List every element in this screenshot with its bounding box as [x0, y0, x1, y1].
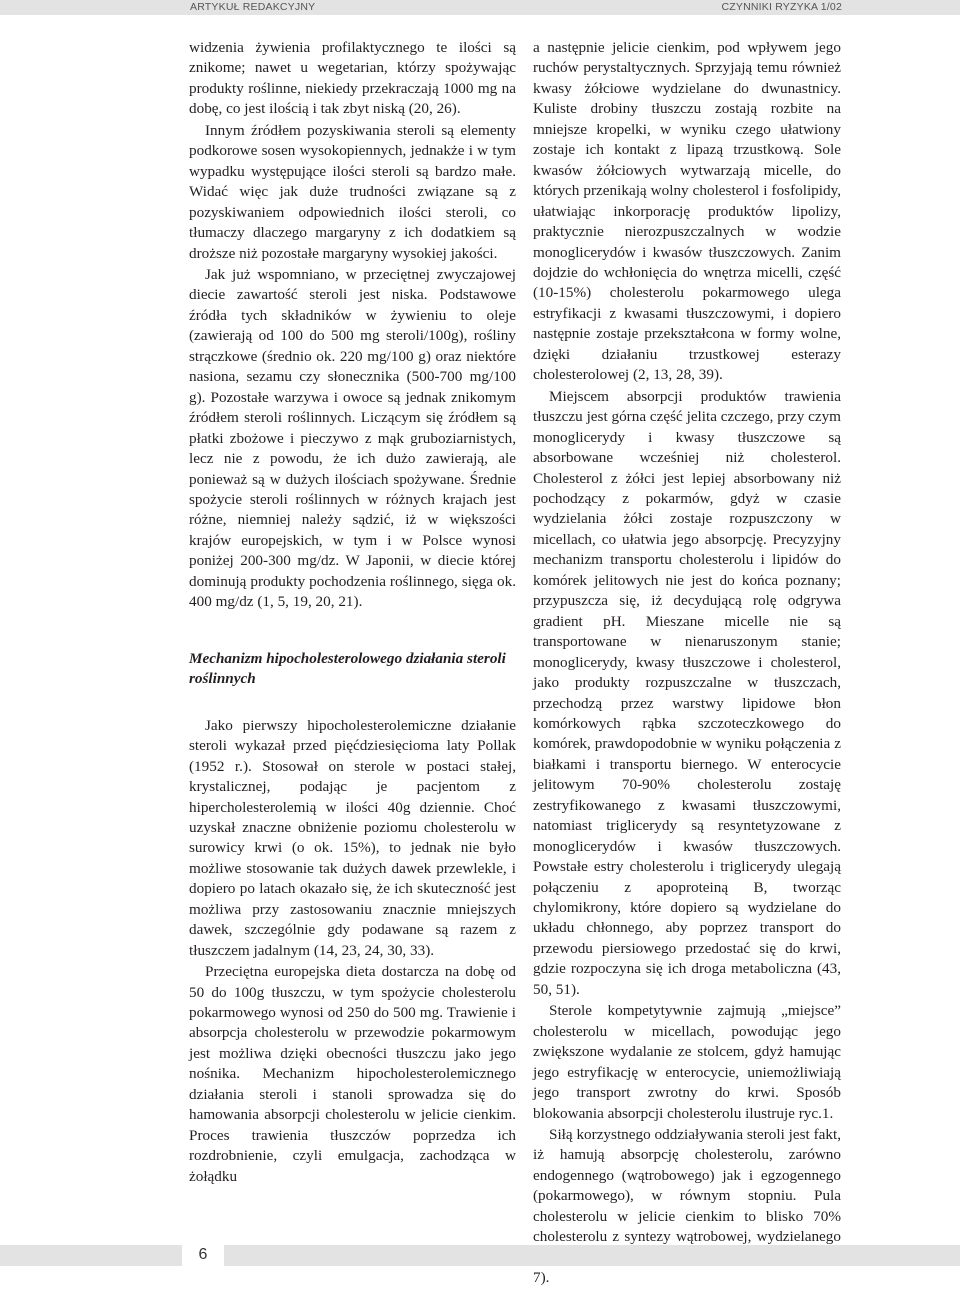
- paragraph: Innym źródłem pozyskiwania steroli są elementy podkorowe sosen wysokopiennych, jednakże i w tym wypadku występujące ilości steroli są bardzo małe. Widać więc jak duże trudności związane są z pozyskiwaniem odpowiednich ilości steroli, co tłumaczy dlaczego margaryny z ich dodatkiem są droższe niż pozostałe margaryny wysokiej jakości.: [189, 121, 516, 262]
- paragraph: a następnie jelicie cienkim, pod wpływem jego ruchów perystaltycznych. Sprzyjają temu również kwasy żółciowe wydzielane do dwunastnicy. Kuliste drobiny tłuszczu zostają rozbite na mniejsze kropelki, w wyniku czego ułatwiony zostaje ich kontakt z lipazą trzustkową. Sole kwasów żółciowych wytwarzają micelle, do których przenikają wolny cholesterol i fosfolipidy, ułatwiając inkorporację produktów lipolizy, praktycznie nierozpuszczalnych w wodzie monoglicerydów i kwasów tłuszczowych. Zanim dojdzie do wchłonięcia do wnętrza micelli, część (10-15%) cholesterolu pokarmowego ulega estryfikacji z kwasami tłuszczowymi, i dopiero następnie zostaje przekształcona w formy wolne, dzięki działaniu trzustkowej esterazy cholesterolowej (2, 13, 28, 39).: [533, 39, 841, 384]
- left-column: [189, 38, 516, 1187]
- paragraph: Przeciętna europejska dieta dostarcza na dobę od 50 do 100g tłuszczu, w tym spożycie cholesterolu pokarmowego wynosi od 250 do 500 mg. Trawienie i absorpcja cholesterolu w przewodzie pokarmowym jest możliwa dzięki obecności tłuszczu jako jego nośnika. Mechanizm hipocholesterolemicznego działania steroli i stanoli sprowadza się do hamowania absorpcji cholesterolu w jelicie cienkim. Proces trawienia tłuszczów poprzedza ich rozdrobnienie, czyli emulgacja, zachodząca w żołądku: [189, 963, 516, 1185]
- footer-band: [0, 1245, 960, 1266]
- running-header: [0, 0, 960, 15]
- paragraph: Sterole kompetytywnie zajmują „miejsce” cholesterolu w micellach, powodując jego zwiększone wydalanie ze stolcem, gdyż hamując jego estryfikację w enterocycie, uniemożliwiają jego transport zwrotny do krwi. Sposób blokowania absorpcji cholesterolu ilustruje ryc.1.: [533, 1002, 841, 1122]
- paragraph: Miejscem absorpcji produktów trawienia tłuszczu jest górna część jelita czczego, przy czym monoglicerydy i kwasy tłuszczowe są absorbowane wcześniej niż cholesterol. Cholesterol z żółci jest lepiej absorbowany niż pochodzący z pokarmów, gdyż w czasie wydzielania żółci zostaje rozpuszczony w micellach, co ułatwia jego absorpcję. Precyzyjny mechanizm transportu cholesterolu i lipidów do komórek jelitowych nie jest do końca poznany; przypuszcza się, iż decydującą rolę odgrywa gradient pH. Mieszane micelle nie są transportowane w nienaruszonym stanie; monoglicerydy, kwasy tłuszczowe i cholesterol, jako produkty rozpuszczalne w tłuszczach, przechodzą przez warstwy lipidowe błon komórkowych rąbka szczoteczkowego do komórek, prawdopodobnie w wyniku połączenia z białkami i transportu biernego. W enterocycie jelitowym 70-90% cholesterolu zostaję zestryfikowanego z kwasami tłuszczowymi, natomiast triglicerydy są resyntetyzowane z monoglicerydów i kwasów tłuszczowych. Powstałe estry cholesterolu i triglicerydy ulegają połączeniu z apoproteiną B, tworząc chylomikrony, które dopiero są wydzielane do układu chłonnego, aby poprzez transport do przewodu piersiowego przedostać się do krwi, gdzie rozpoczyna się ich droga metaboliczna (43, 50, 51).: [533, 387, 841, 998]
- paragraph: widzenia żywienia profilaktycznego te ilości są znikome; nawet u wegetarian, którzy spożywając produkty roślinne, niekiedy przekraczają 1000 mg na dobę, co jest ilością i tak zbyt niską (20, 26).: [189, 39, 516, 118]
- section-heading: Mechanizm hipocholesterolowego działania steroli roślinnych: [189, 649, 506, 688]
- section-label: ARTYKUŁ REDAKCYJNY: [190, 1, 316, 13]
- paragraph: Siłą korzystnego oddziaływania steroli jest fakt, iż hamują absorpcję cholesterolu, zarówno endogennego (wątrobowego) jak i egzogennego (pokarmowego), w równym stopniu. Pula cholesterolu w jelicie cienkim to blisko 70% cholesterolu z syntezy wątrobowej, wydzielanego 7).: [533, 1126, 841, 1287]
- page-number: 6: [182, 1243, 224, 1266]
- journal-issue-label: CZYNNIKI RYZYKA 1/02: [721, 1, 842, 13]
- paragraph: Jak już wspomniano, w przeciętnej zwyczajowej diecie zawartość steroli jest niska. Podstawowe źródła tych składników w żywieniu to oleje (zawierają od 100 do 500 mg steroli/100g), rośliny strączkowe (średnio ok. 220 mg/100 g) oraz niektóre nasiona, sezamu czy słonecznika (500-700 mg/100 g). Pozostałe warzywa i owoce są jednak znikomym źródłem steroli roślinnych. Liczącym się źródłem są płatki zbożowe i pieczywo z mąk gruboziarnistych, lecz nie z powodu, że ich dużo zawierają, ale ponieważ są w dużych ilościach spożywane. Średnie spożycie steroli roślinnych w różnych krajach jest różne, niemniej należy sądzić, iż w większości krajów europejskich, w tym i w Polsce wynosi poniżej 200-300 mg/dz. W Japonii, w diecie której dominują produkty pochodzenia roślinnego, sięga ok. 400 mg/dz (1, 5, 19, 20, 21).: [189, 265, 516, 611]
- paragraph: Jako pierwszy hipocholesterolemiczne działanie steroli wykazał przed pięćdziesięcioma laty Pollak (1952 r.). Stosował on sterole w postaci stałej, krystalicznej, podając je pacjentom z hipercholesterolemią w ilości 40g dziennie. Choć uzyskał znaczne obniżenie poziomu cholesterolu w surowicy krwi (o ok. 15%), to jednak nie było możliwe stosowanie tak dużych dawek przewlekle, i dopiero po latach okazało się, że ich skuteczność jest możliwa przy zastosowaniu znacznie mniejszych dawek, szczególnie gdy podawane są razem z tłuszczem jadalnym (14, 23, 24, 30, 33).: [189, 716, 516, 959]
- right-column: [533, 38, 841, 1289]
